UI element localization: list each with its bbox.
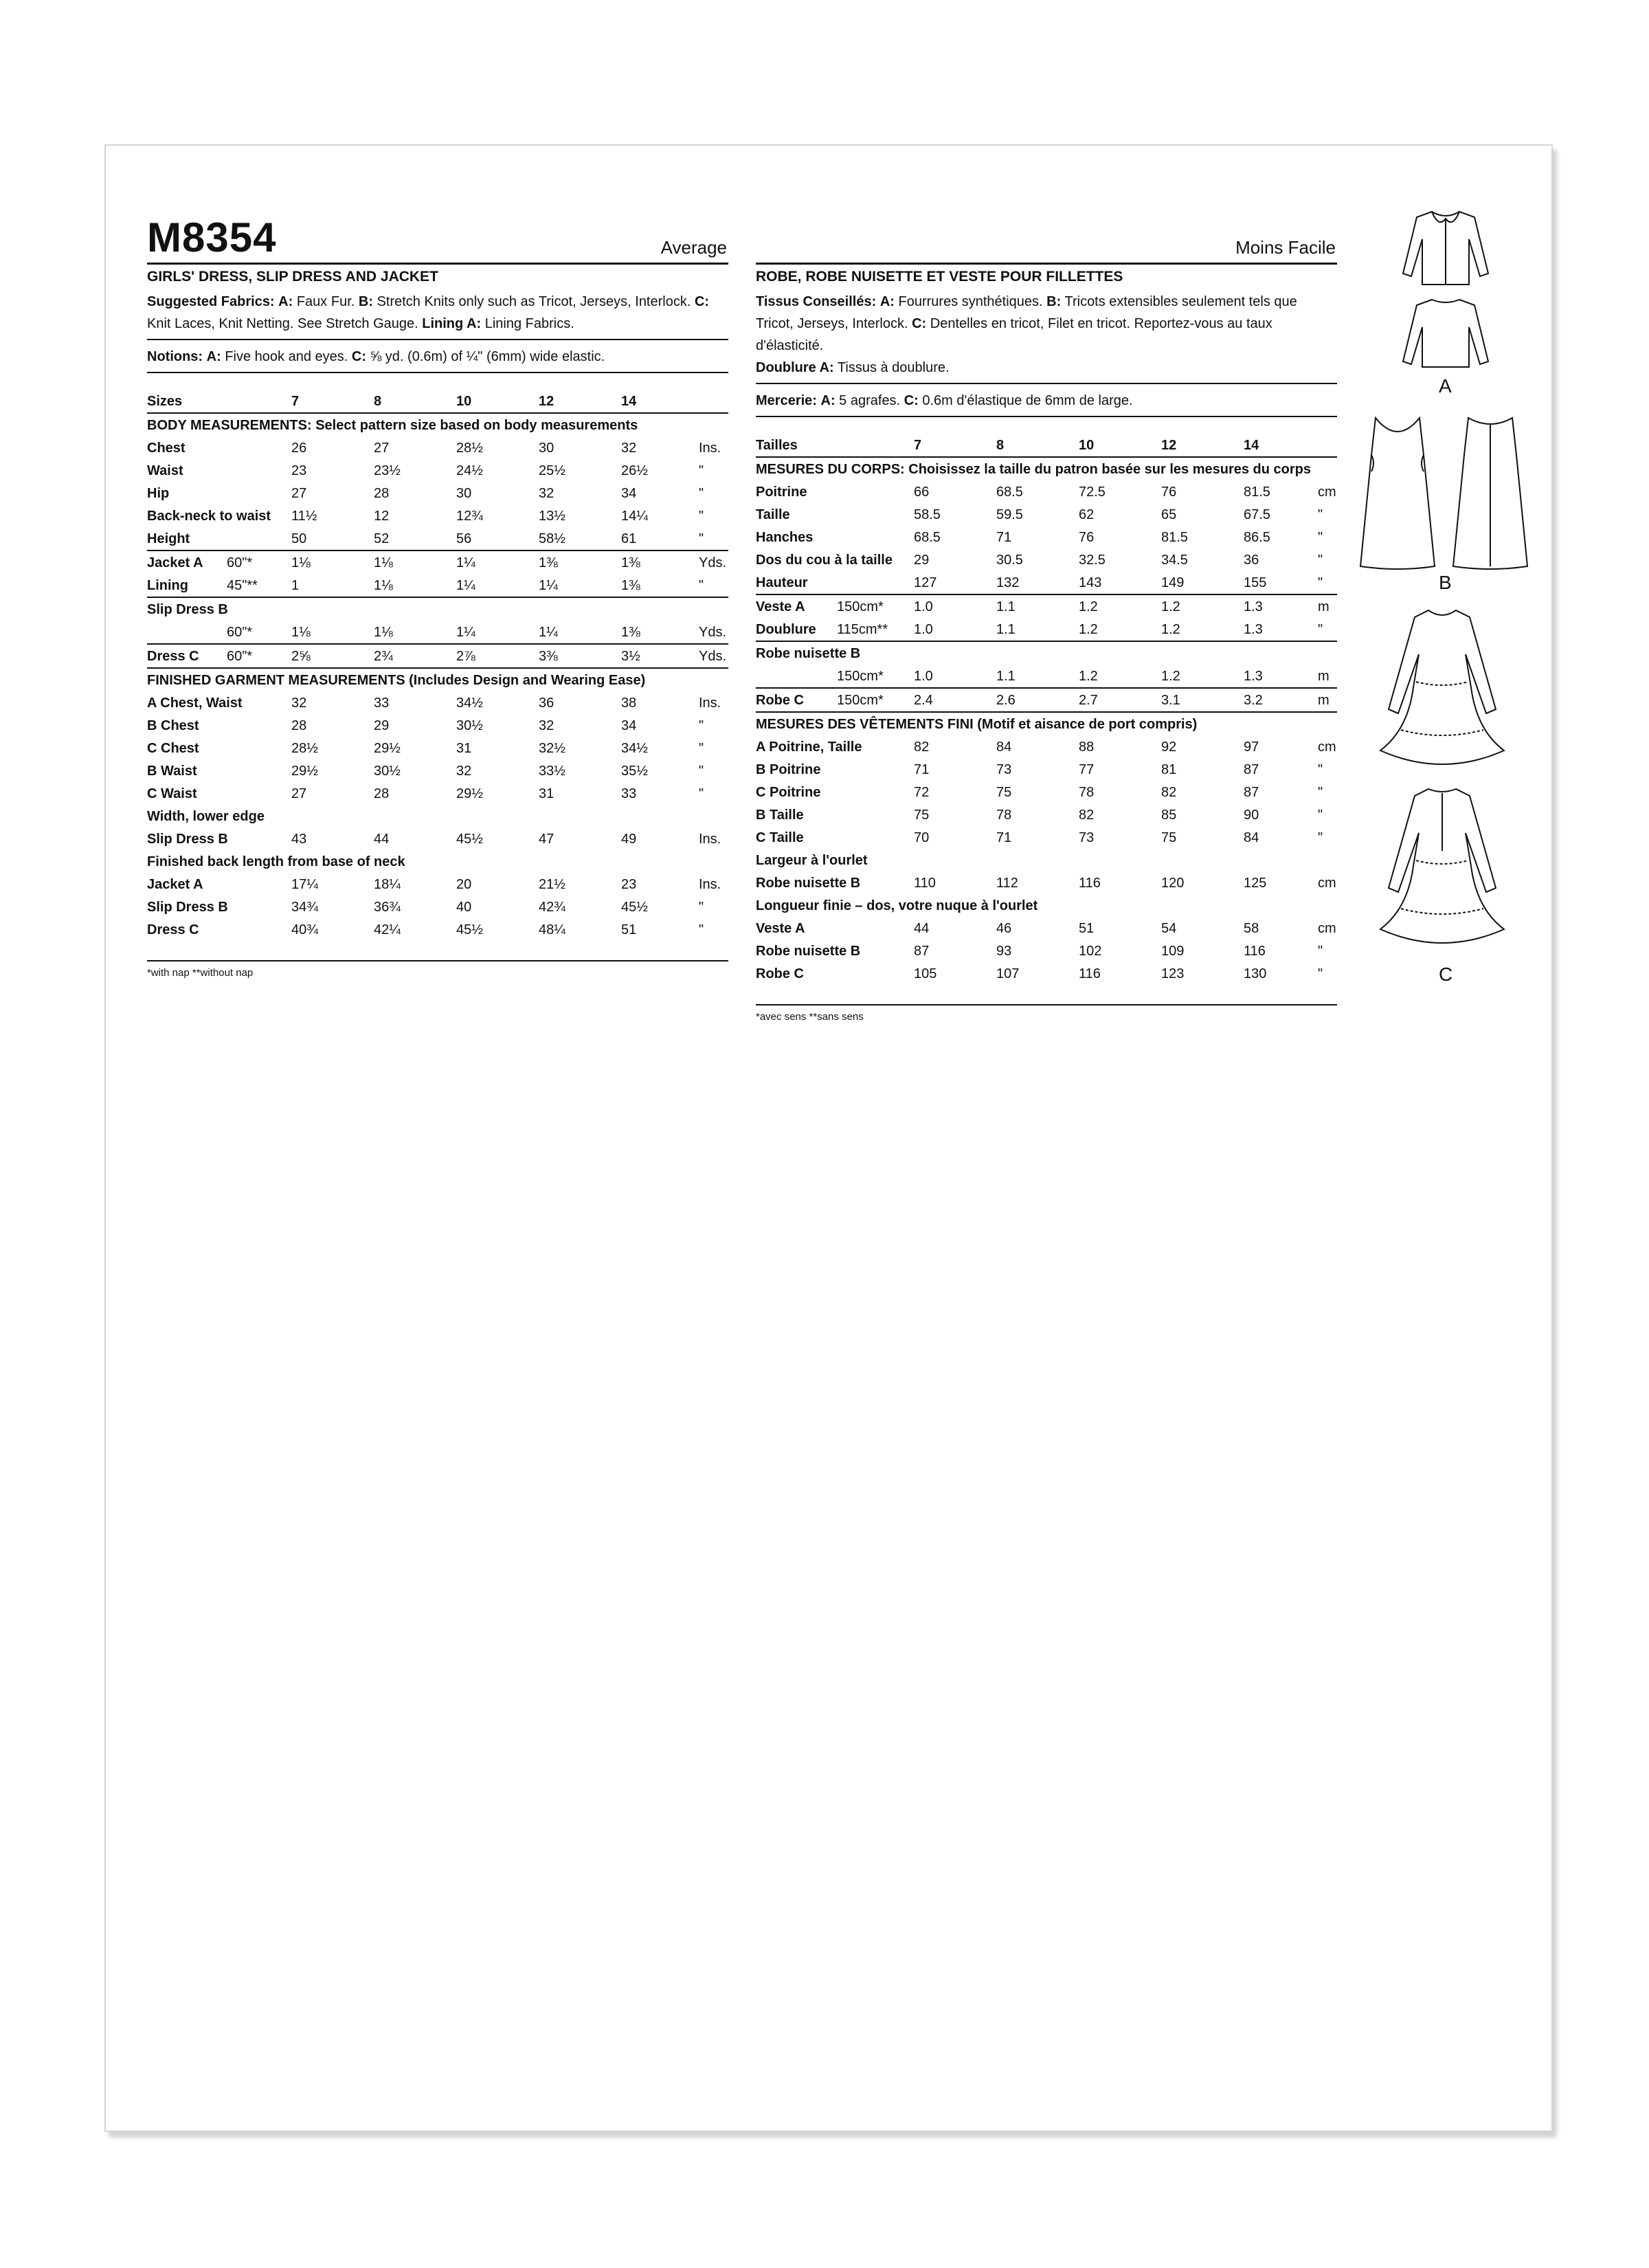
table-row: Hanches 68.5 71 76 81.5 86.5 " [756,530,1323,545]
table-row: C Waist 27 28 29½ 31 33 " [147,786,704,801]
size-chart [756,434,1337,985]
section-heading: Largeur à l'ourlet [756,853,868,868]
finished-measurement-rows [147,691,728,805]
table-row: C Chest 28½ 29½ 31 32½ 34½ " [147,741,704,756]
table-row: Dos du cou à la taille 29 30.5 32.5 34.5 36 " [756,553,1323,568]
table-row: Hip 27 28 30 32 34 " [147,486,704,501]
table-row: C Poitrine 72 75 78 82 87 " [756,785,1323,800]
yardage-row: Robe nuisette B [756,641,1337,665]
table-row: C Taille 70 71 73 75 84 " [756,830,1323,845]
yardage-row: Lining 45"** 1 1⅛ 1¼ 1¼ 1⅜ " [147,578,704,593]
divider [147,339,728,340]
table-row: Slip Dress B 43 44 45½ 47 49 Ins. [147,832,721,847]
yardage-row: Doublure 115cm** 1.0 1.1 1.2 1.2 1.3 " [756,622,1323,637]
notions: Mercerie: A: 5 agrafes. C: 0.6m d'élastique de 6mm de large. [756,393,1133,408]
divider [147,372,728,373]
sizes-header-row: Sizes 7 8 10 12 14 [147,390,728,414]
yardage-row: Veste A 150cm* 1.0 1.1 1.2 1.2 1.3 m [756,594,1337,618]
section-heading: BODY MEASUREMENTS: Select pattern size based on body measurements [147,418,638,433]
size-chart [147,390,728,941]
table-row: Slip Dress B 34¾ 36¾ 40 42¾ 45½ " [147,900,704,915]
yardage-row: 60"* 1⅛ 1⅛ 1¼ 1¼ 1⅜ Yds. [227,625,727,640]
table-row: B Chest 28 29 30½ 32 34 " [147,718,704,733]
divider [756,416,1337,417]
french-column [756,214,1337,1023]
finished-measurement-rows [756,735,1337,849]
length-rows [147,873,728,941]
footnote: *avec sens **sans sens [756,1004,1337,1023]
suggested-fabrics: Tissus Conseillés: A: Fourrures synthétiques. B: Tricots extensibles seulement tels que Tricot, Jerseys, Interlock. C: Dentelles en tricot, Filet en tricot. Reportez-vous au taux d'élasticité. Doublure A: Tissus à doublure. [756,294,1297,375]
yardage-row: Slip Dress B [147,597,728,621]
table-row: B Taille 75 78 82 85 90 " [756,808,1323,823]
section-heading: Longueur finie – dos, votre nuque à l'ourlet [756,898,1038,913]
slip-dress-b-back-drawing [1449,414,1532,572]
jacket-a-front-drawing [1398,208,1494,290]
yardage-row: Jacket A 60"* 1⅛ 1⅛ 1¼ 1⅜ 1⅜ Yds. [147,550,728,574]
table-row: B Poitrine 71 73 77 81 87 " [756,762,1323,777]
table-row: Veste A 44 46 51 54 58 cm [756,921,1336,936]
section-heading: Finished back length from base of neck [147,854,405,869]
header [756,214,1337,265]
body-measurement-rows [756,480,1337,594]
body-measurement-rows [147,436,728,550]
table-row: Robe nuisette B 110 112 116 120 125 cm [756,876,1336,891]
table-row: Robe C 105 107 116 123 130 " [756,966,1323,981]
sizes-header-row: Tailles 7 8 10 12 14 [756,434,1337,458]
table-row: A Poitrine, Taille 82 84 88 92 97 cm [756,740,1336,755]
table-row: Taille 58.5 59.5 62 65 67.5 " [756,507,1323,522]
view-label-a: A [1439,375,1452,397]
view-label-c: C [1439,964,1453,985]
section-heading: FINISHED GARMENT MEASUREMENTS (Includes Design and Wearing Ease) [147,667,728,691]
dress-c-front-drawing [1373,606,1511,778]
table-row: Waist 23 23½ 24½ 25½ 26½ " [147,463,704,478]
table-row: Dress C 40¾ 42¼ 45½ 48¼ 51 " [147,922,704,937]
jacket-a-back-drawing [1398,296,1494,371]
table-row: Back-neck to waist 11½ 12 12¾ 13½ 14¼ " [147,509,704,524]
header [147,214,728,265]
section-heading: MESURES DES VÊTEMENTS FINI (Motif et aisance de port compris) [756,711,1337,735]
suggested-fabrics: Suggested Fabrics: A: Faux Fur. B: Stretch Knits only such as Tricot, Jerseys, Interlock. C: Knit Laces, Knit Netting. See Stretch Gauge. Lining A: Lining Fabrics. [147,294,710,331]
table-row: B Waist 29½ 30½ 32 33½ 35½ " [147,764,704,779]
section-heading: Width, lower edge [147,809,265,824]
table-row: Hauteur 127 132 143 149 155 " [756,575,1323,590]
length-rows [756,917,1337,985]
table-row: A Chest, Waist 32 33 34½ 36 38 Ins. [147,696,721,711]
notions: Notions: A: Five hook and eyes. C: ⅝ yd. (0.6m) of ¼" (6mm) wide elastic. [147,349,605,364]
slip-dress-b-front-drawing [1356,414,1439,572]
pattern-number: M8354 [147,214,277,260]
dress-c-back-drawing [1373,785,1511,957]
footnote: *with nap **without nap [147,960,728,979]
garment-title: GIRLS' DRESS, SLIP DRESS AND JACKET [147,269,438,285]
table-row: Chest 26 27 28½ 30 32 Ins. [147,441,721,456]
technical-drawings [1356,208,1542,1101]
english-column [147,214,728,979]
yardage-row: Robe C 150cm* 2.4 2.6 2.7 3.1 3.2 m [756,687,1337,711]
yardage-row: Dress C 60"* 2⅝ 2¾ 2⅞ 3⅜ 3½ Yds. [147,643,728,667]
difficulty-level: Average [660,237,727,258]
section-heading: MESURES DU CORPS: Choisissez la taille du patron basée sur les mesures du corps [756,462,1312,477]
view-label-b: B [1439,572,1452,593]
table-row: Height 50 52 56 58½ 61 " [147,531,704,546]
pattern-envelope-back [104,144,1553,2132]
table-row: Robe nuisette B 87 93 102 109 116 " [756,944,1323,959]
divider [756,383,1337,384]
table-row: Jacket A 17¼ 18¼ 20 21½ 23 Ins. [147,877,721,892]
table-row: Poitrine 66 68.5 72.5 76 81.5 cm [756,485,1336,500]
garment-title: ROBE, ROBE NUISETTE ET VESTE POUR FILLETTES [756,269,1123,285]
yardage-row: 150cm* 1.0 1.1 1.2 1.2 1.3 m [837,669,1330,684]
difficulty-level: Moins Facile [1235,237,1336,258]
